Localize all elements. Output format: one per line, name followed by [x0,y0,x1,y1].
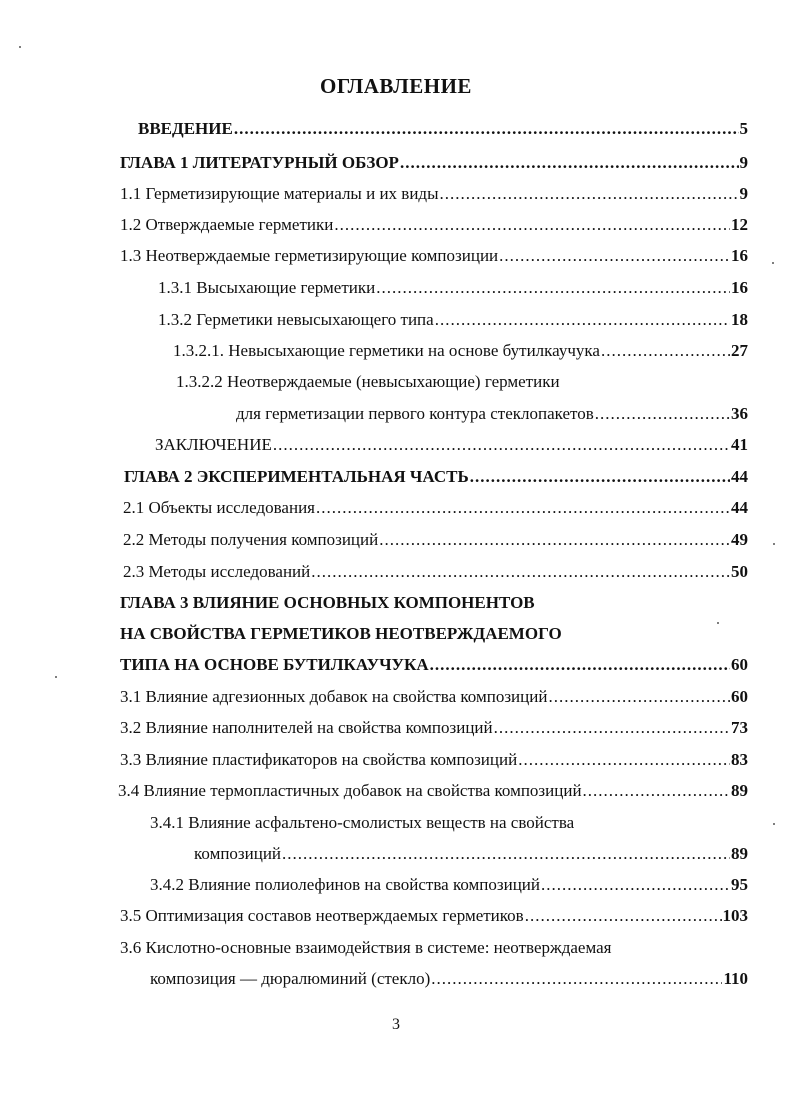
toc-entry-label: ЗАКЛЮЧЕНИЕ [155,435,272,454]
toc-entry-page: 18 [731,310,748,329]
toc-entry-label: 1.3.2.1. Невысыхающие герметики на основе бутилкаучука [173,341,600,360]
toc-entry-page: 95 [731,875,748,894]
toc-entry-1-1 [120,183,748,205]
toc-entry-label: 1.3 Неотверждаемые герметизирующие композиции [120,246,499,265]
toc-entry-label: 1.2 Отверждаемые герметики [120,215,334,234]
toc-entry-label: 2.1 Объекты исследования [123,498,315,517]
toc-entry-label: 3.4 Влияние термопластичных добавок на свойства композиций [118,781,582,800]
toc-entry-page: 5 [739,119,748,138]
toc-entry-3-4-1-line1: 3.4.1 Влияние асфальтено-смолистых веществ на свойства [150,813,575,832]
scan-speck [55,676,57,678]
toc-entry-chapter-3 [120,654,748,676]
toc-entry-label: ТИПА НА ОСНОВЕ БУТИЛКАУЧУКА [120,655,429,674]
leader-dots [583,780,730,802]
toc-entry-page: 9 [739,153,748,172]
scan-speck [717,622,719,624]
toc-entry-label: композиция — дюралюминий (стекло) [150,969,431,988]
toc-entry-chapter-2 [124,466,748,488]
scan-speck [773,543,775,545]
toc-entry-label: ВВЕДЕНИЕ [138,119,233,138]
leader-dots [541,874,730,896]
toc-entry-page: 44 [731,467,748,486]
toc-entry-1-3-2-2 [236,403,748,425]
toc-entry-2-2 [123,529,748,551]
toc-entry-label: для герметизации первого контура стеклопакетов [236,404,594,423]
toc-entry-page: 12 [731,215,748,234]
toc-entry-chapter-3-line1: ГЛАВА 3 ВЛИЯНИЕ ОСНОВНЫХ КОМПОНЕНТОВ [120,593,535,612]
leader-dots [311,561,730,583]
toc-entry-3-2 [120,717,748,739]
toc-entry-page: 103 [722,906,748,925]
toc-entry-page: 16 [731,278,748,297]
toc-entry-page: 89 [731,781,748,800]
toc-entry-page: 73 [731,718,748,737]
leader-dots [494,717,730,739]
leader-dots [435,309,730,331]
toc-entry-2-1 [123,497,748,519]
leader-dots [548,686,730,708]
toc-entry-label: 2.3 Методы исследований [123,562,311,581]
page-number: 3 [392,1016,400,1033]
toc-entry-3-6-line1: 3.6 Кислотно-основные взаимодействия в системе: неотверждаемая [120,938,612,957]
toc-entry-label: композиций [194,844,282,863]
leader-dots [316,497,730,519]
toc-entry-1-3-1 [158,277,748,299]
page-title: ОГЛАВЛЕНИЕ [320,74,472,98]
toc-entry-page: 16 [731,246,748,265]
toc-entry-3-3 [120,749,748,771]
toc-entry-label: 1.1 Герметизирующие материалы и их виды [120,184,439,203]
toc-entry-label: 1.3.2 Герметики невысыхающего типа [158,310,434,329]
toc-entry-chapter-1 [120,152,748,174]
toc-entry-label: 3.1 Влияние адгезионных добавок на свойства композиций [120,687,548,706]
toc-entry-label: 1.3.1 Высыхающие герметики [158,278,376,297]
toc-entry-3-4 [118,780,748,802]
toc-entry-chapter-3-line2: НА СВОЙСТВА ГЕРМЕТИКОВ НЕОТВЕРЖДАЕМОГО [120,624,562,643]
toc-entry-3-4-2 [150,874,748,896]
toc-entry-page: 36 [731,404,748,423]
toc-entry-page: 50 [731,562,748,581]
leader-dots [601,340,730,362]
scan-speck [773,823,775,825]
toc-entry-page: 41 [731,435,748,454]
toc-entry-page: 89 [731,844,748,863]
toc-entry-page: 44 [731,498,748,517]
leader-dots [430,654,730,676]
leader-dots [400,152,739,174]
leader-dots [595,403,730,425]
toc-entry-page: 27 [731,341,748,360]
leader-dots [379,529,730,551]
toc-entry-page: 60 [731,687,748,706]
leader-dots [499,245,730,267]
toc-entry-1-3-2-2-line1: 1.3.2.2 Неотверждаемые (невысыхающие) герметики [176,372,560,391]
leader-dots [273,434,730,456]
toc-entry-3-6 [150,968,748,990]
toc-entry-1-3-2-1 [173,340,748,362]
toc-entry-3-5 [120,905,748,927]
toc-entry-page: 49 [731,530,748,549]
toc-entry-page: 9 [739,184,748,203]
toc-entry-1-3-2 [158,309,748,331]
toc-entry-page: 110 [723,969,748,988]
toc-entry-3-4-1 [194,843,748,865]
toc-entry-label: 3.4.2 Влияние полиолефинов на свойства композиций [150,875,540,894]
toc-entry-1-2 [120,214,748,236]
toc-entry-label: 3.5 Оптимизация составов неотверждаемых герметиков [120,906,524,925]
leader-dots [376,277,730,299]
toc-entry-introduction [138,118,748,140]
toc-entry-conclusion [155,434,748,456]
leader-dots [470,466,730,488]
scan-speck [772,262,774,264]
toc-entry-label: 3.3 Влияние пластификаторов на свойства композиций [120,750,518,769]
toc-entry-label: ГЛАВА 1 ЛИТЕРАТУРНЫЙ ОБЗОР [120,153,399,172]
toc-entry-2-3 [123,561,748,583]
toc-entry-3-1 [120,686,748,708]
toc-entry-label: ГЛАВА 2 ЭКСПЕРИМЕНТАЛЬНАЯ ЧАСТЬ [124,467,469,486]
leader-dots [525,905,722,927]
toc-entry-page: 83 [731,750,748,769]
scan-speck [19,46,21,48]
toc-entry-1-3 [120,245,748,267]
leader-dots [518,749,730,771]
leader-dots [234,118,739,140]
leader-dots [439,183,738,205]
toc-entry-page: 60 [731,655,748,674]
leader-dots [282,843,730,865]
toc-entry-label: 3.2 Влияние наполнителей на свойства композиций [120,718,493,737]
leader-dots [431,968,722,990]
leader-dots [334,214,730,236]
toc-entry-label: 2.2 Методы получения композиций [123,530,379,549]
